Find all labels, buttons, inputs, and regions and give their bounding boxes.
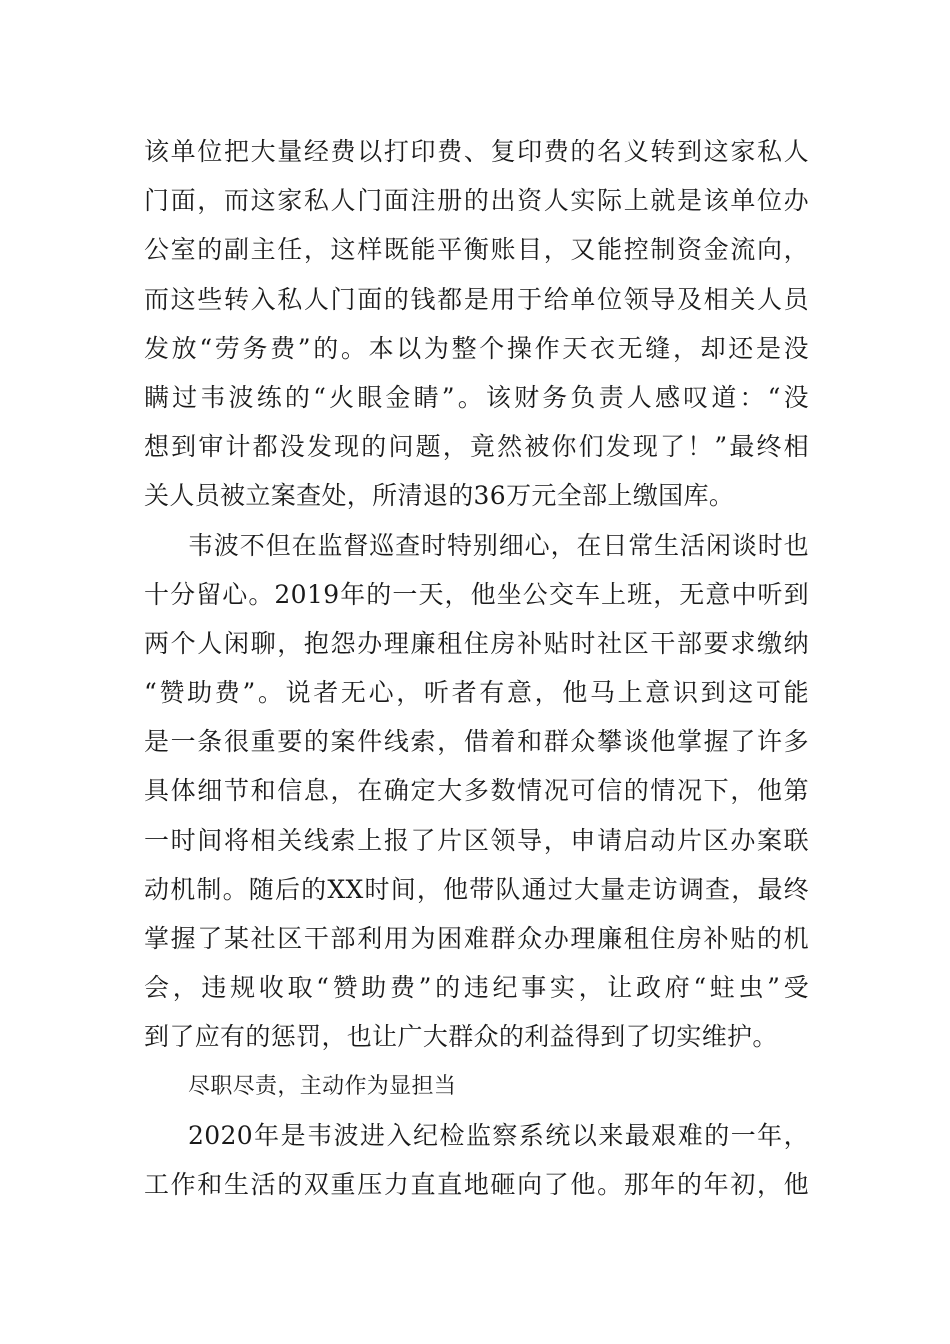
paragraph-first-line: 韦波不但在监督巡查时特别细心，在日常生活闲谈时也 (188, 530, 809, 560)
section-heading: 尽职尽责，主动作为显担当 (188, 1073, 457, 1099)
text-line: 掌握了某社区干部利用为困难群众办理廉租住房补贴的机 (144, 924, 809, 953)
text-line: 十分留心。2019年的一天，他坐公交车上班，无意中听到 (144, 579, 809, 609)
text-line: 两个人闲聊，抱怨办理廉租住房补贴时社区干部要求缴纳 (144, 628, 809, 658)
text-line: 公室的副主任，这样既能平衡账目，又能控制资金流向， (144, 235, 809, 265)
text-line: 一时间将相关线索上报了片区领导，申请启动片区办案联 (144, 825, 809, 855)
text-line: 具体细节和信息，在确定大多数情况可信的情况下，他第 (144, 776, 809, 806)
text-line: 动机制。随后的XX时间，他带队通过大量走访调查，最终 (144, 874, 809, 904)
document-body (144, 127, 809, 1209)
text-line: 发放“劳务费”的。本以为整个操作天衣无缝，却还是没 (144, 333, 809, 363)
text-line: 是一条很重要的案件线索，借着和群众攀谈他掌握了许多 (144, 727, 809, 757)
text-line: 门面，而这家私人门面注册的出资人实际上就是该单位办 (144, 186, 809, 216)
paragraph-first-line: 2020年是韦波进入纪检监察系统以来最艰难的一年， (188, 1120, 809, 1150)
text-line: 而这些转入私人门面的钱都是用于给单位领导及相关人员 (144, 284, 809, 314)
text-line: 想到审计都没发现的问题，竟然被你们发现了！”最终相 (144, 432, 809, 462)
text-line: 瞒过韦波练的“火眼金睛”。该财务负责人感叹道：“没 (144, 382, 809, 412)
text-line-last: 到了应有的惩罚，也让广大群众的利益得到了切实维护。 (144, 1022, 778, 1052)
text-line-last: 关人员被立案查处，所清退的36万元全部上缴国库。 (144, 481, 735, 511)
text-line: 该单位把大量经费以打印费、复印费的名义转到这家私人 (144, 137, 809, 166)
text-line: 工作和生活的双重压力直直地砸向了他。那年的年初，他 (144, 1169, 809, 1199)
text-line: 会，违规收取“赞助费”的违纪事实，让政府“蛀虫”受 (144, 973, 809, 1003)
text-line: “赞助费”。说者无心，听者有意，他马上意识到这可能 (144, 678, 809, 708)
